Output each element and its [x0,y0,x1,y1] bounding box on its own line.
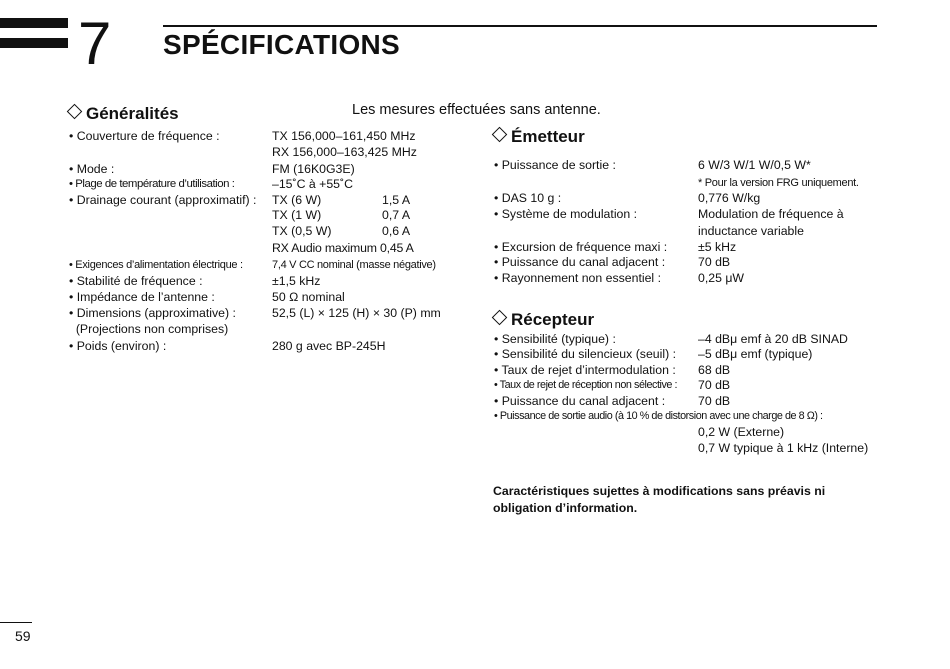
spec-value: 7,4 V CC nominal (masse négative) [272,259,436,271]
spec-value: FM (16K0G3E) [272,162,355,176]
spec-value: –4 dBμ emf à 20 dB SINAD [698,332,848,346]
spec-label: • Exigences d’alimentation électrique : [69,259,243,271]
spec-value: TX (1 W) [272,208,322,222]
spec-value: Modulation de fréquence à [698,207,844,221]
section-transmitter-title [491,128,585,145]
spec-value: ±1,5 kHz [272,274,321,288]
spec-value: 68 dB [698,363,731,377]
spec-label: • Poids (environ) : [69,339,167,353]
spec-label: • Stabilité de fréquence : [69,274,203,288]
disclaimer-note: Caractéristiques sujettes à modifications sans préavis ni obligation d’information. [493,484,826,515]
spec-value: 0,2 W (Externe) [698,425,785,439]
spec-value: 52,5 (L) × 125 (H) × 30 (P) mm [272,306,441,320]
section-transmitter-label: Émetteur [511,127,585,146]
measurement-note: Les mesures effectuées sans antenne. [352,102,601,118]
chapter-tab-bar-top [0,18,68,28]
spec-label: • Sensibilité (typique) : [494,332,616,346]
spec-value: ±5 kHz [698,240,737,254]
diamond-icon [67,104,83,120]
spec-value: 70 dB [698,378,731,392]
spec-value: 0,7 W typique à 1 kHz (Interne) [698,441,869,455]
spec-label: • Système de modulation : [494,207,638,221]
spec-label: • DAS 10 g : [494,191,562,205]
spec-footnote: * Pour la version FRG uniquement. [698,177,859,189]
spec-value: RX 156,000–163,425 MHz [272,145,417,159]
spec-value: RX Audio maximum 0,45 A [272,241,414,255]
spec-value: TX 156,000–161,450 MHz [272,129,416,143]
diamond-icon [492,310,508,326]
diamond-icon [492,127,508,143]
spec-value: 0,776 W/kg [698,191,761,205]
spec-label: (Projections non comprises) [69,322,229,336]
spec-label: • Taux de rejet d’intermodulation : [494,363,676,377]
spec-value-secondary: 0,6 A [382,224,411,238]
spec-value: TX (0,5 W) [272,224,332,238]
spec-label: • Mode : [69,162,115,176]
section-general-label: Généralités [86,104,179,123]
spec-label: • Rayonnement non essentiel : [494,271,661,285]
spec-label: • Drainage courant (approximatif) : [69,193,257,207]
spec-label: • Taux de rejet de réception non sélective : [494,379,678,391]
title-rule [163,25,877,27]
page-number-rule [0,622,32,623]
spec-value: 70 dB [698,394,731,408]
spec-label: • Dimensions (approximative) : [69,306,236,320]
spec-label: • Plage de température d’utilisation : [69,178,235,190]
section-receiver-title [491,311,594,328]
spec-label: • Puissance de sortie : [494,158,616,172]
section-general-title [66,105,179,122]
spec-label: • Sensibilité du silencieux (seuil) : [494,347,677,361]
spec-label: • Puissance du canal adjacent : [494,394,666,408]
spec-label: • Impédance de l’antenne : [69,290,215,304]
spec-value-secondary: 0,7 A [382,208,411,222]
chapter-tab-bar-bottom [0,38,68,48]
section-receiver-label: Récepteur [511,310,595,329]
spec-label: • Puissance du canal adjacent : [494,255,666,269]
page-number: 59 [15,628,31,644]
spec-value: 70 dB [698,255,731,269]
spec-value: TX (6 W) [272,193,322,207]
spec-value-secondary: 1,5 A [382,193,411,207]
spec-value: 50 Ω nominal [272,290,345,304]
spec-value: inductance variable [698,224,804,238]
spec-label: • Excursion de fréquence maxi : [494,240,668,254]
page-title: SPÉCIFICATIONS [163,29,401,60]
spec-value: 280 g avec BP-245H [272,339,386,353]
spec-label: • Couverture de fréquence : [69,129,220,143]
spec-label: • Puissance de sortie audio (à 10 % de distorsion avec une charge de 8 Ω) : [494,410,823,422]
spec-value: 0,25 μW [698,271,745,285]
spec-value: –15˚C à +55˚C [272,177,353,191]
spec-value: –5 dBμ emf (typique) [698,347,813,361]
chapter-number: 7 [78,10,112,77]
spec-value: 6 W/3 W/1 W/0,5 W* [698,158,811,172]
